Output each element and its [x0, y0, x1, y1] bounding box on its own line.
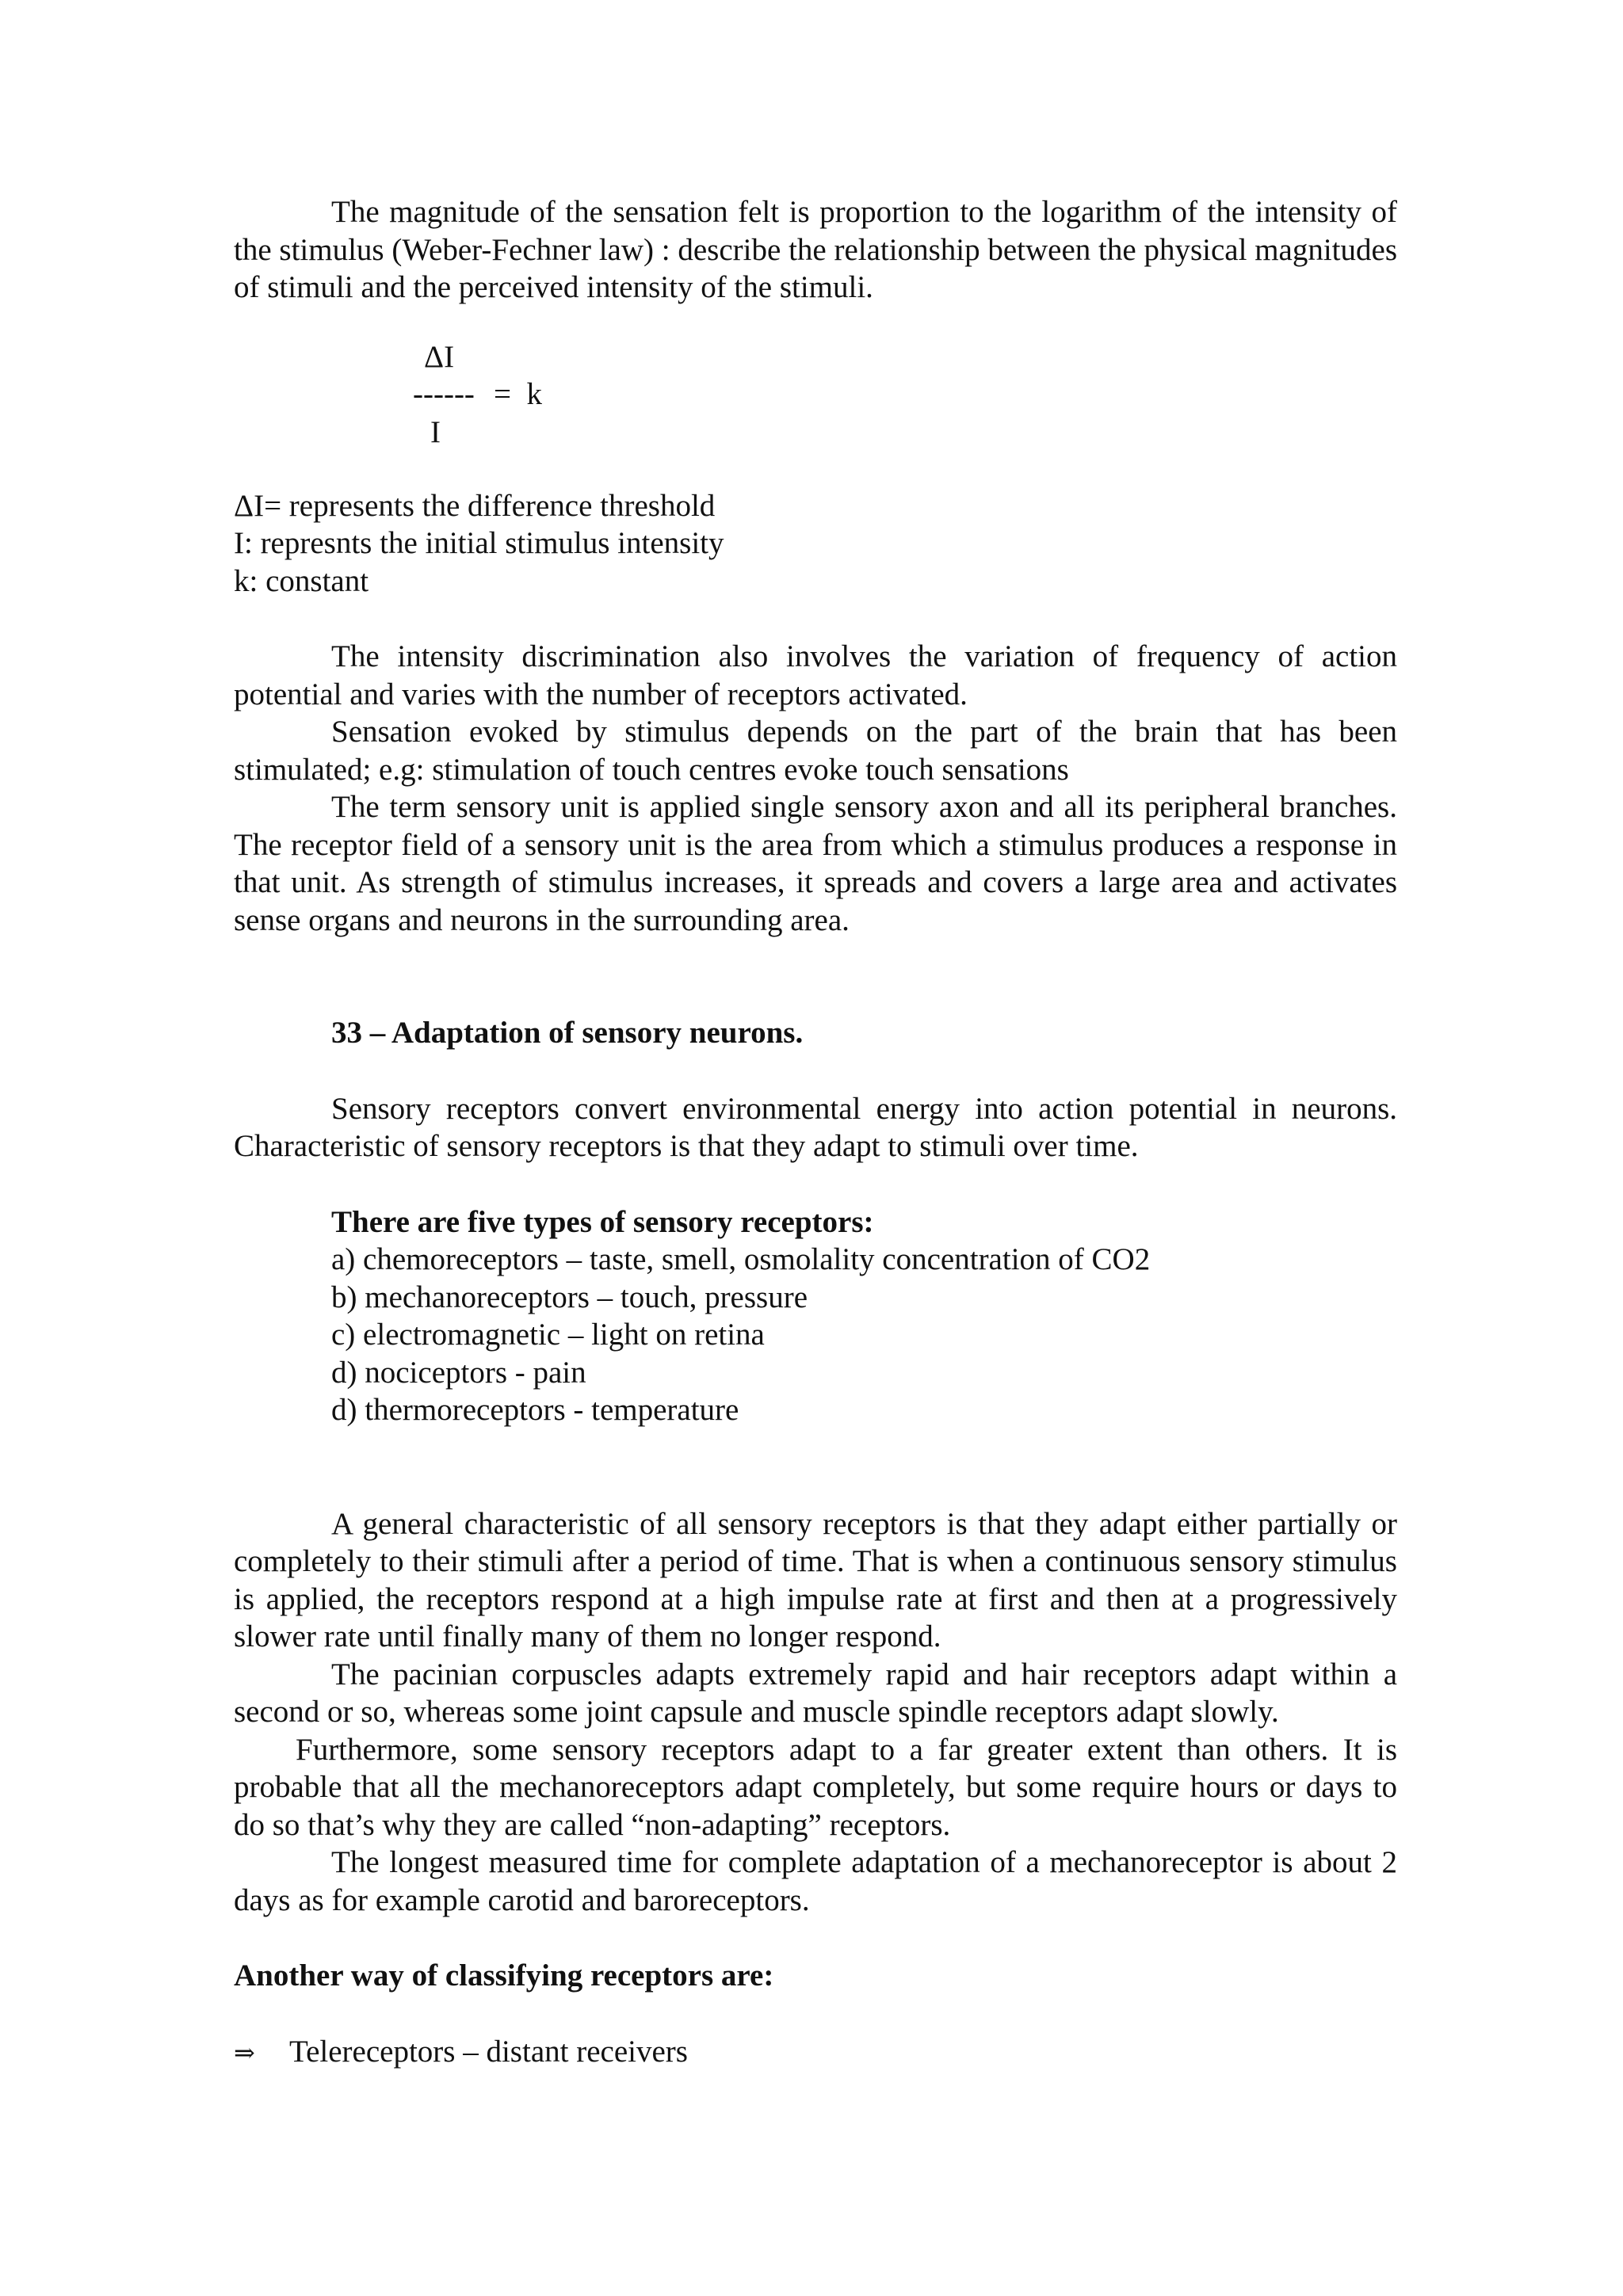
list-item: b) mechanoreceptors – touch, pressure: [331, 1280, 808, 1314]
weber-fechner-formula: [234, 338, 1397, 452]
intensity-discrimination-paragraph: The intensity discrimination also involves the variation of frequency of action potential and varies with the number of receptors activated.: [234, 639, 1397, 711]
right-double-arrow-icon: ⇒: [234, 2037, 255, 2068]
list-item: d) thermoreceptors - temperature: [331, 1393, 739, 1427]
adaptation-paragraph: A general characteristic of all sensory receptors is that they adapt either partially or completely to their stimuli after a period of time. That is when a continuous sensory stimulus is applied, the receptors respond at a high impulse rate at first and then at a progressively slower rate until finally many of them no longer respond.: [234, 1506, 1397, 1653]
formula-fraction-bar: ------: [413, 376, 475, 411]
list-item: d) nociceptors - pain: [331, 1355, 586, 1390]
non-adapting-paragraph: Furthermore, some sensory receptors adapt to a far greater extent than others. It is probable that all the mechanoreceptors adapt completely, but some require hours or days to do so that’s why they are called “non-adapting” receptors.: [234, 1732, 1397, 1842]
formula-equals-k: = k: [494, 376, 542, 411]
receptor-types-list: [234, 1203, 1397, 1429]
list-item: a) chemoreceptors – taste, smell, osmolality concentration of CO2: [331, 1242, 1151, 1276]
definition-delta-i: ΔI= represents the difference threshold: [234, 488, 716, 523]
longest-adaptation-paragraph: The longest measured time for complete adaptation of a mechanoreceptor is about 2 days as for example carotid and baroreceptors.: [234, 1845, 1397, 1917]
telereceptors-label: Telereceptors – distant receivers: [289, 2034, 688, 2069]
sensation-paragraph: Sensation evoked by stimulus depends on the part of the brain that has been stimulated; e.g: stimulation of touch centres evoke touch sensations: [234, 715, 1397, 787]
section-intro-paragraph: Sensory receptors convert environmental energy into action potential in neurons. Characteristic of sensory receptors is that they adapt to stimuli over time.: [234, 1091, 1397, 1163]
section-heading: 33 – Adaptation of sensory neurons.: [331, 1016, 804, 1050]
formula-denominator: I: [430, 414, 441, 449]
weber-fechner-paragraph: The magnitude of the sensation felt is proportion to the logarithm of the intensity of the stimulus (Weber-Fechner law) : describe the relationship between the physical magnitudes of stimuli and the perceived intensity of the stimuli.: [234, 195, 1397, 304]
definition-i: I: represnts the initial stimulus intensity: [234, 526, 724, 560]
formula-definitions: [234, 487, 1397, 601]
formula-numerator: ΔI: [424, 339, 455, 374]
sensory-unit-paragraph: The term sensory unit is applied single sensory axon and all its peripheral branches. The receptor field of a sensory unit is the area from which a stimulus produces a response in that unit. As strength of stimulus increases, it spreads and covers a large area and activates sense organs and neurons in the surrounding area.: [234, 790, 1397, 937]
list-item: c) electromagnetic – light on retina: [331, 1318, 765, 1352]
document-page: [234, 193, 1397, 2072]
pacinian-paragraph: The pacinian corpuscles adapts extremely rapid and hair receptors adapt within a second or so, whereas some joint capsule and muscle spindle receptors adapt slowly.: [234, 1657, 1397, 1729]
receptor-types-title: There are five types of sensory receptors:: [331, 1204, 874, 1239]
classification-item: [234, 2033, 1397, 2073]
definition-k: k: constant: [234, 563, 369, 598]
classification-heading: Another way of classifying receptors are:: [234, 1958, 774, 1993]
